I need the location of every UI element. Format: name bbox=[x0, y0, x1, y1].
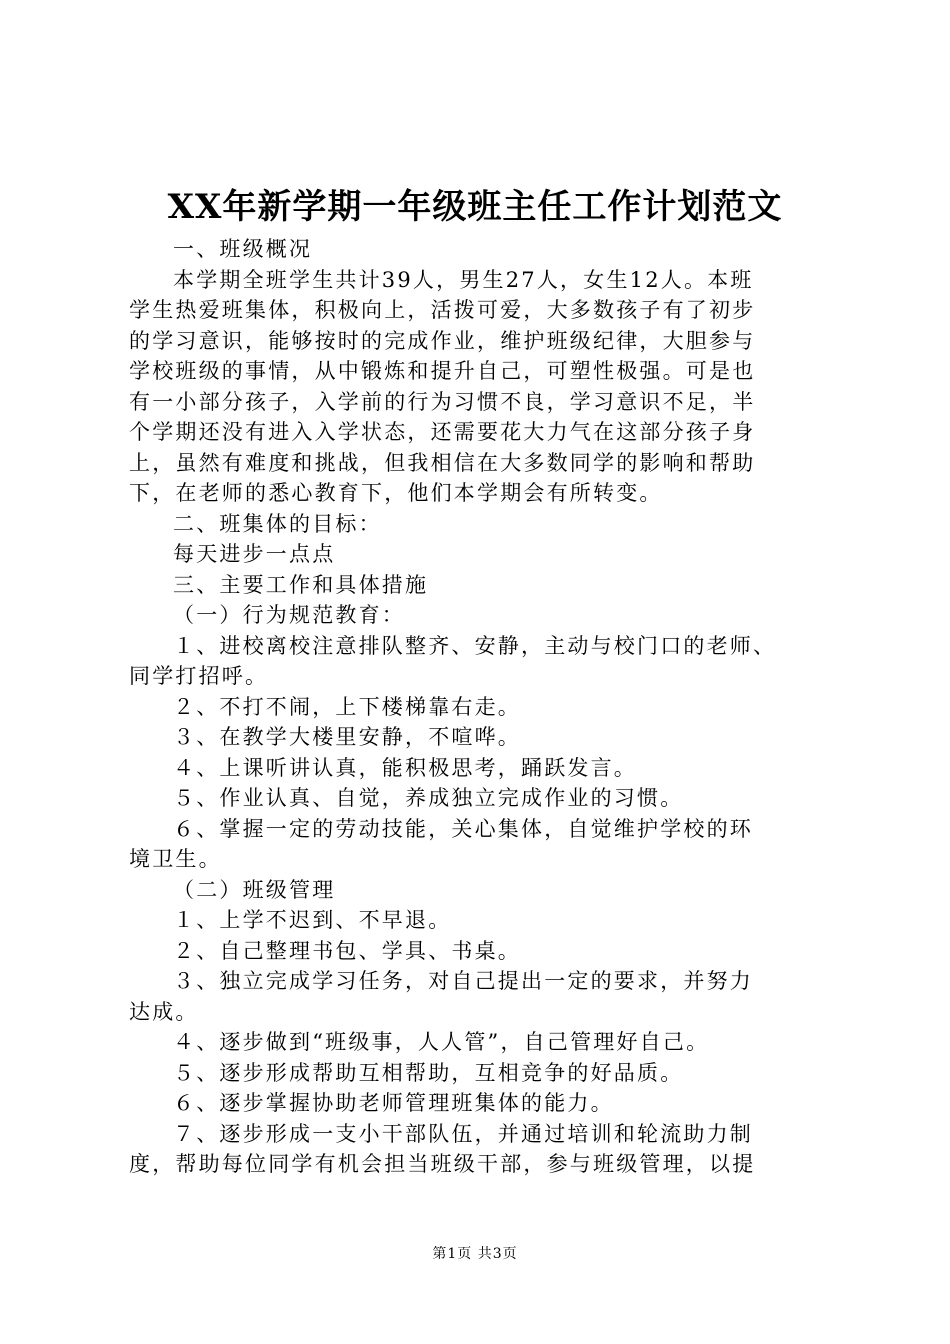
text-line: 二、班集体的目标： bbox=[173, 511, 382, 536]
text-line: １、上学不迟到、不早退。 bbox=[173, 908, 452, 932]
text-line: ７、逐步形成一支小干部队伍，并通过培训和轮流助力制 bbox=[173, 1121, 753, 1146]
text-line: 三、主要工作和具体措施 bbox=[173, 572, 429, 597]
text-line: ６、逐步掌握协助老师管理班集体的能力。 bbox=[173, 1091, 614, 1115]
text-line: 学生热爱班集体，积极向上，活拨可爱，大多数孩子有了初步 bbox=[129, 298, 756, 322]
text-line: 个学期还没有进入入学状态，还需要花大力气在这部分孩子身 bbox=[129, 420, 756, 444]
text-line: ５、作业认真、自觉，养成独立完成作业的习惯。 bbox=[173, 786, 684, 810]
text-line: ４、上课听讲认真，能积极思考，踊跃发言。 bbox=[173, 755, 637, 780]
document-title: XX年新学期一年级班主任工作计划范文 bbox=[167, 187, 783, 227]
text-line: ５、逐步形成帮助互相帮助，互相竞争的好品质。 bbox=[173, 1060, 684, 1085]
text-line: ３、在教学大楼里安静，不喧哗。 bbox=[173, 725, 521, 749]
text-line: 达成。 bbox=[129, 999, 199, 1024]
text-line: 有一小部分孩子，入学前的行为习惯不良，学习意识不足，半 bbox=[129, 389, 756, 414]
text-line: 境卫生。 bbox=[129, 847, 222, 871]
text-line: 上，虽然有难度和挑战，但我相信在大多数同学的影响和帮助 bbox=[129, 450, 756, 475]
text-line: 度，帮助每位同学有机会担当班级干部，参与班级管理，以提 bbox=[129, 1152, 756, 1176]
text-line: ２、自己整理书包、学具、书桌。 bbox=[173, 938, 521, 963]
text-line: １、进校离校注意排队整齐、安静，主动与校门口的老师、 bbox=[173, 633, 777, 658]
text-line: ４、逐步做到“班级事，人人管”，自己管理好自己。 bbox=[173, 1030, 710, 1054]
text-line: ２、不打不闹，上下楼梯靠右走。 bbox=[173, 694, 521, 719]
text-line: ３、独立完成学习任务，对自己提出一定的要求，并努力 bbox=[173, 969, 753, 993]
text-line: 同学打招呼。 bbox=[129, 664, 269, 688]
text-line: 下，在老师的悉心教育下，他们本学期会有所转变。 bbox=[129, 481, 663, 505]
text-line: 一、班级概况 bbox=[173, 237, 313, 261]
text-line: 每天进步一点点 bbox=[173, 542, 336, 566]
text-line: （二）班级管理 bbox=[173, 877, 336, 902]
page-number-footer: 第1页 共3页 bbox=[432, 1246, 518, 1262]
text-line: ６、掌握一定的劳动技能，关心集体，自觉维护学校的环 bbox=[173, 816, 753, 841]
text-line: 本学期全班学生共计39人，男生27人，女生12人。本班 bbox=[173, 267, 754, 292]
text-line: 学校班级的事情，从中锻炼和提升自己，可塑性极强。可是也 bbox=[129, 359, 756, 383]
text-line: 的学习意识，能够按时的完成作业，维护班级纪律，大胆参与 bbox=[129, 328, 756, 353]
text-line: （一）行为规范教育： bbox=[173, 603, 405, 627]
document-body bbox=[129, 234, 829, 1180]
